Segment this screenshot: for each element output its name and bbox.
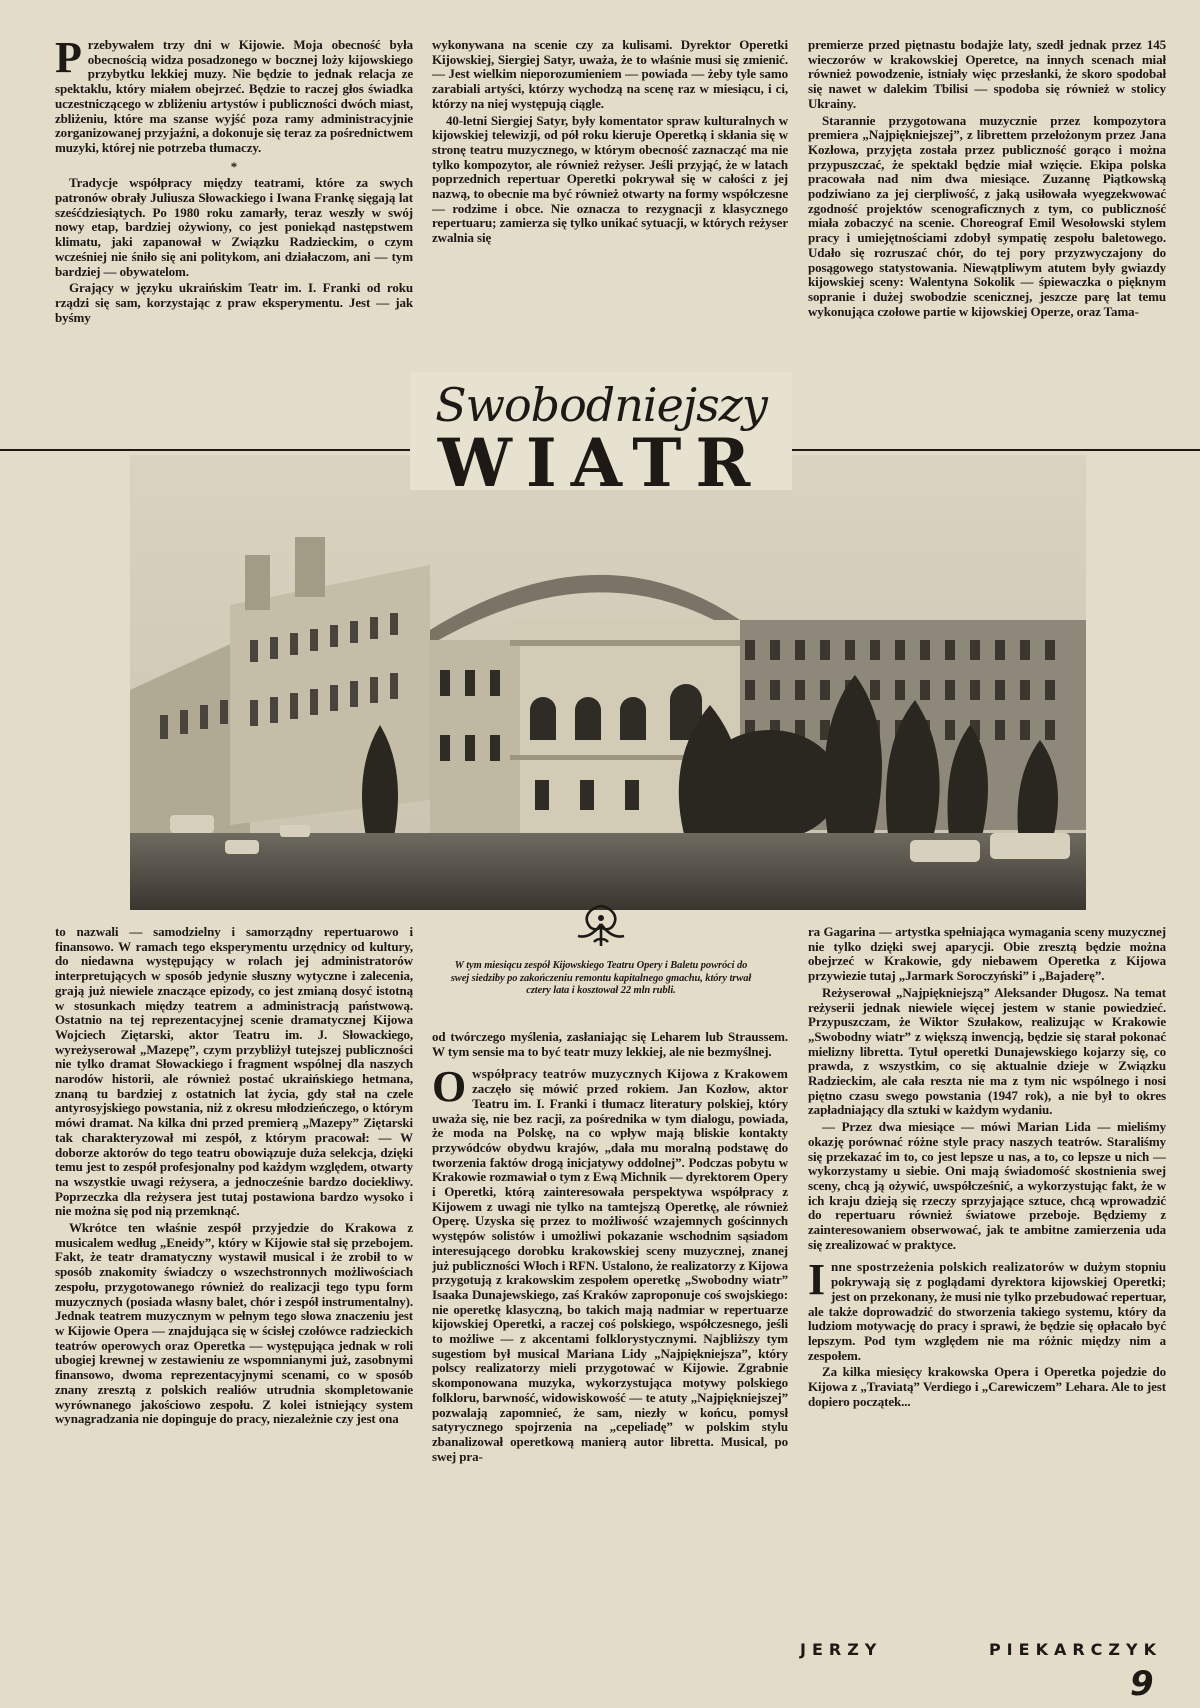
drop-cap-p: P [55, 38, 82, 82]
paragraph: Tradycje współpracy między teatrami, które za swych patronów obrały Juliusza Słowackiego i Iwana Frankę sięgają lat sześćdziesiątych. Po 1980 roku zamarły, teraz weszły w swój nowy etap, bardziej ożywiony, co jest poniekąd następstwem klimatu, jaki zapanował w Związku Radzieckim, o czym wcześniej nie śniło się ani politykom, ani działaczom, ani — tym bardziej — obywatelom. [55, 175, 413, 279]
paragraph: Reżyserował „Najpiękniejszą” Aleksander Długosz. Na temat reżyserii jednak niewiele więcej jestem w stanie powiedzieć. Przypuszczam, że Wiktor Szułakow, realizując w Krakowie „Swobodny wiatr” z większą inwencją, będzie się starał pokonać mielizny libretta. Tytuł operetki Dunajewskiego kojarzy się, co prawda, z wszystkim, co się aktualnie dzieje w Związku Radzieckim, ale cała reszta nie ma z tym nic wspólnego i nosi piętno czasu swego powstania (1947 rok), a nie był to okres zapładniający dla sztuki w każdym wydaniu. [808, 984, 1166, 1118]
section-text: zaczęło się mówić przed rokiem. Jan Kozłow, aktor Teatru im. I. Franki i tłumacz literatury polskiej, który uważa się, nie bez racji, za pośrednika w tym dialogu, powiada, że moda na Polskę, na co wpływ mają bliskie kontakty przywódców obydwu krajów, „dała mu moralną podstawę do tworzenia faktów drogą inicjatywy oddolnej”. Podczas pobytu w Krakowie rozmawiał o tym z Ewą Michnik — dyrektorem Opery i Operetki, którą zainteresowała perspektywa współpracy z Kijowem z uwagi nie tylko na tamtejszą Operetkę, ale również Operę. Uzyska się przez to możliwość wzajemnych gościnnych występów solistów i umożliwi pokazanie wschodnim sąsiadom interesującego dorobku krakowskiej sceny muzycznej, znanej już publiczności Włoch i RFN. Ustalono, że realizatorzy z Kijowa przygotują z krakowskim zespołem operetkę „Swobodny wiatr” Isaaka Dunajewskiego, zaś Kraków zaproponuje coś swojskiego: nie operetkę klasyczną, bo takich mają nadmiar w repertuarze kijowskiej Operetki, a raczej coś polskiego, współczesnego, jeśli to możliwe — z akcentami folklorystycznymi. Najbliższy tym sugestiom był musical Mariana Lidy „Najpiękniejsza”, który polscy realizatorzy mieli przygotować w Kijowie. Zgrabnie skomponowana muzyka, wykorzystująca motywy polskiego folkloru, barwność, widowiskowość — te atuty „Najpiękniejszej” pozwalają zapomnieć, że sam, niezły w końcu, pomysł satyrycznego spojrzenia na „cepeliadę” w polskim stylu zbanalizował operetkową manierą autor libretta. Musical, po swej pra- [432, 1081, 788, 1464]
author-first-name: JERZY [800, 1640, 883, 1659]
paragraph: Starannie przygotowana muzycznie przez kompozytora premiera „Najpiękniejszej”, z librettem przełożonym przez Jana Kozłowa, przyjęta została przez publiczność gorąco i można przypuszczać, że spektakl będzie miał wzięcie. Ekipa polska pracowała nad nim dwa miesiące. Zuzannę Piątkowską podziwiano za jej cierpliwość, z jaką usiłowała wyegzekwować zgodność projektów scenograficznych z tym, co publiczność miała zobaczyć na scenie. Choreograf Emil Wesołowski stylem pracy i umiejętnościami zdobył sympatię zespołu baletowego. Udało się rozruszać chór, do tej pory przyzwyczajony do posągowego statystowania. Niewątpliwym atutem były gwiazdy kijowskiej sceny: Walentyna Sokolik — śpiewaczka o pięknym sopranie i dużej swobodzie scenicznej, jeszcze parę lat temu wykonująca czołowe partie w kijowskiej Operze, oraz Tama- [808, 112, 1166, 319]
headline-line2: WIATR [437, 424, 765, 502]
lead-in: współpracy teatrów muzycznych Kijowa z Krakowem [472, 1066, 788, 1082]
photo-caption: W tym miesiącu zespół Kijowskiego Teatru Opery i Baletu powróci do swej siedziby po zakończeniu remontu kapitalnego gmachu, który trwał cztery lata i kosztował 22 mln rubli. [450, 960, 752, 996]
author-last-name: PIEKARCZYK [988, 1640, 1162, 1659]
paragraph: premierze przed piętnastu bodajże laty, szedł jednak przez 145 wieczorów w krakowskiej Operetce, na innych scenach miał również powodzenie, istniały więc przesłanki, że skoro spodobał się nawet w dalekim Tbilisi — spodoba się również w stolicy Ukrainy. [808, 38, 1166, 111]
headline-box [410, 372, 792, 502]
paragraph: — Przez dwa miesiące — mówi Marian Lida — mieliśmy okazję porównać różne style pracy naszych teatrów. Staraliśmy się przekazać im to, co jest lepsze u nas, a to, co lepsze u nich — wykorzystamy u siebie. Oni mają świadomość skostnienia swej sceny, chcą ją ożywić, uwspółcześnić, a wykorzystując fakt, że w ich kraju dzieją się rzeczy sprzyjające sztuce, chcą wprowadzić do repertuaru również światowe przeboje. Będziemy z zainteresowaniem obserwować, jak te ambitne zamierzenia uda się zrealizować w praktyce. [808, 1119, 1166, 1252]
paragraph: Wkrótce ten właśnie zespół przyjedzie do Krakowa z musicalem według „Eneidy”, który w Kijowie stał się przebojem. Fakt, że teatr dramatyczny wystawił musical i że zrobił to w sposób znakomity świadczy o wszechstronnych możliwościach zespołu, przygotowanego również do realizacji tego typu form muzycznych (posiada własny balet, chór i zespół instrumentalny). Jednak teatrem muzycznym w pełnym tego słowa znaczeniu jest w Kijowie Opera — znajdująca się w ścisłej czołówce radzieckich teatrów operowych oraz Operetka — występująca jednak w roli ubogiej krewnej w zestawieniu ze wspomnianymi już, zasobnymi finansowo, dwoma reprezentacyjnymi scenami, co w sposób znany zresztą z polskich realiów utrudnia skompletowanie wyrównanego jakościowo zespołu. Z kolei istniejący system wynagradzania nie dopinguje do pracy, niezależnie czy jest ona [55, 1220, 413, 1427]
lead-in: nne spostrzeżenia polskich realizatorów [831, 1259, 1065, 1275]
section-text: w dużym stopniu pokrywają się z poglądami dyrektora kijowskiej Operetki; jest on przekonany, że musi nie tylko przebudować repertuar, ale także doprowadzić do stworzenia takiego systemu, który da ludziom motywację do pracy i sprawi, że będzie się opłacało być lepszym. Pod tym względem nie ma różnic między nim a zespołem. [808, 1259, 1166, 1363]
section-paragraph [432, 1062, 788, 1464]
headline-line1: Swobodniejszy [435, 378, 767, 432]
section-star: * [230, 158, 238, 174]
paragraph: od twórczego myślenia, zasłaniając się Leharem lub Straussem. W tym sensie ma to być teatr muzy lekkiej, ale nie bezmyślnej. [432, 1030, 788, 1059]
top-rule-left [0, 449, 412, 451]
drop-cap-i: I [808, 1255, 826, 1305]
paragraph: ra Gagarina — artystka spełniająca wymagania sceny muzycznej nie tylko dzięki swej aparycji. Obie zresztą będzie można obejrzeć w Krakowie, gdy niebawem Operetka z Kijowa przywiezie tutaj „Jarmark Soroczyński” i „Bajaderę”. [808, 925, 1166, 984]
theatre-photo [130, 455, 1086, 910]
column-3-bottom [808, 925, 1166, 1637]
paragraph: to nazwali — samodzielny i samorządny repertuarowo i finansowo. W ramach tego eksperymentu urzędnicy od kultury, do niedawna występujący w rolach jej administratorów interpretujących w sposób jedynie słuszny wytyczne i zalecenia, grają już niewiele znaczące epizody, co jest zmianą dosyć istotną w stosunkach między teatrem a administracją państwową. Ostatnio na tej reprezentacyjnej scenie dramatycznej Kijowa Wojciech Ziętarski, aktor Teatru im. J. Słowackiego, wyreżyserował „Mazepę”, czym przybliżył tutejszej publiczności nie tylko dramat Słowackiego i fragment wspólnej dla naszych narodów historii, ale również postać ukraińskiego hetmana, znaną tu bardziej z ostatnich lat życia, gdy stał na czele antyrosyjskiego powstania, niż z okresu młodzieńczego, o którym mówi dramat. Na kilka dni przed premierą „Mazepy” Ziętarski tak charakteryzował mi zespół, z którym pracował: — W doborze aktorów do tego teatru obowiązuje duża selekcja, dzięki temu jest to zespół profesjonalny pod każdym względem, otwarty na wszystkie uwagi reżysera, a jednocześnie bardzo dociekliwy. Poprzeczka dla reżysera jest tutaj postawiona bardzo wysoko i nie można się pod nią przemknąć. [55, 925, 413, 1219]
column-1-top [55, 38, 413, 430]
author-signature [800, 1640, 1162, 1659]
column-2-top [432, 38, 788, 368]
page-number: 9 [1130, 1664, 1154, 1704]
paragraph: Za kilka miesięcy krakowska Opera i Operetka pojedzie do Kijowa z „Traviatą” Verdiego i „Carewiczem” Lehara. Ale to jest dopiero początek... [808, 1364, 1166, 1409]
drop-cap-o: O [432, 1062, 467, 1112]
intro-paragraph [55, 38, 413, 156]
column-1-bottom [55, 925, 413, 1685]
column-3-top [808, 38, 1166, 430]
column-2-bottom [432, 1030, 788, 1685]
paragraph: 40-letni Siergiej Satyr, były komentator spraw kulturalnych w kijowskiej telewizji, od pół roku kieruje Operetką i skłania się w stronę teatru muzycznego, w którym obecność zaznacząć ma nie tylko kompozytor, ale również reżyser. Jeśli przyjąć, że w latach poprzednich repertuar Operetki pokrywał się w całości z jej nazwą, to obecnie ma być również otwarty na formy współczesne — rodzime i obce. Nie oznacza to rezygnacji z klasycznego repertuaru; zamierza się tylko unikać sytuacji, w których reżyser zwalnia się [432, 112, 788, 246]
top-rule-right [790, 449, 1200, 451]
paragraph: wykonywana na scenie czy za kulisami. Dyrektor Operetki Kijowskiej, Siergiej Satyr, uważa, że to właśnie musi się zmienić. — Jest wielkim nieporozumieniem — powiada — żeby tyle samo zarabiali artyści, którzy wychodzą na scenę raz w miesiącu, i ci, którzy na niej występują ciągle. [432, 38, 788, 111]
paragraph: Grający w języku ukraińskim Teatr im. I. Franki od roku rządzi się sam, korzystając z praw eksperymentu. Jest — jak byśmy [55, 280, 413, 325]
ornament-icon [572, 900, 630, 950]
intro-text: rzebywałem trzy dni w Kijowie. Moja obecność była obecnością widza posadzonego w bocznej loży kijowskiego przybytku lekkiej muzy. Nie będzie to jednak relacja ze spektaklu, który miałem obejrzeć. Będzie to raczej głos świadka uczestniczącego w zbliżeniu artystów i publiczności dwóch miast, zbliżeniu, które ma szanse wyjść poza ramy administracyjnie zorganizowanej przyjaźni, a dokonuje się teraz za pośrednictwem muzyki, której nie potrzeba tłumaczy. [55, 38, 413, 155]
section-paragraph [808, 1255, 1166, 1363]
